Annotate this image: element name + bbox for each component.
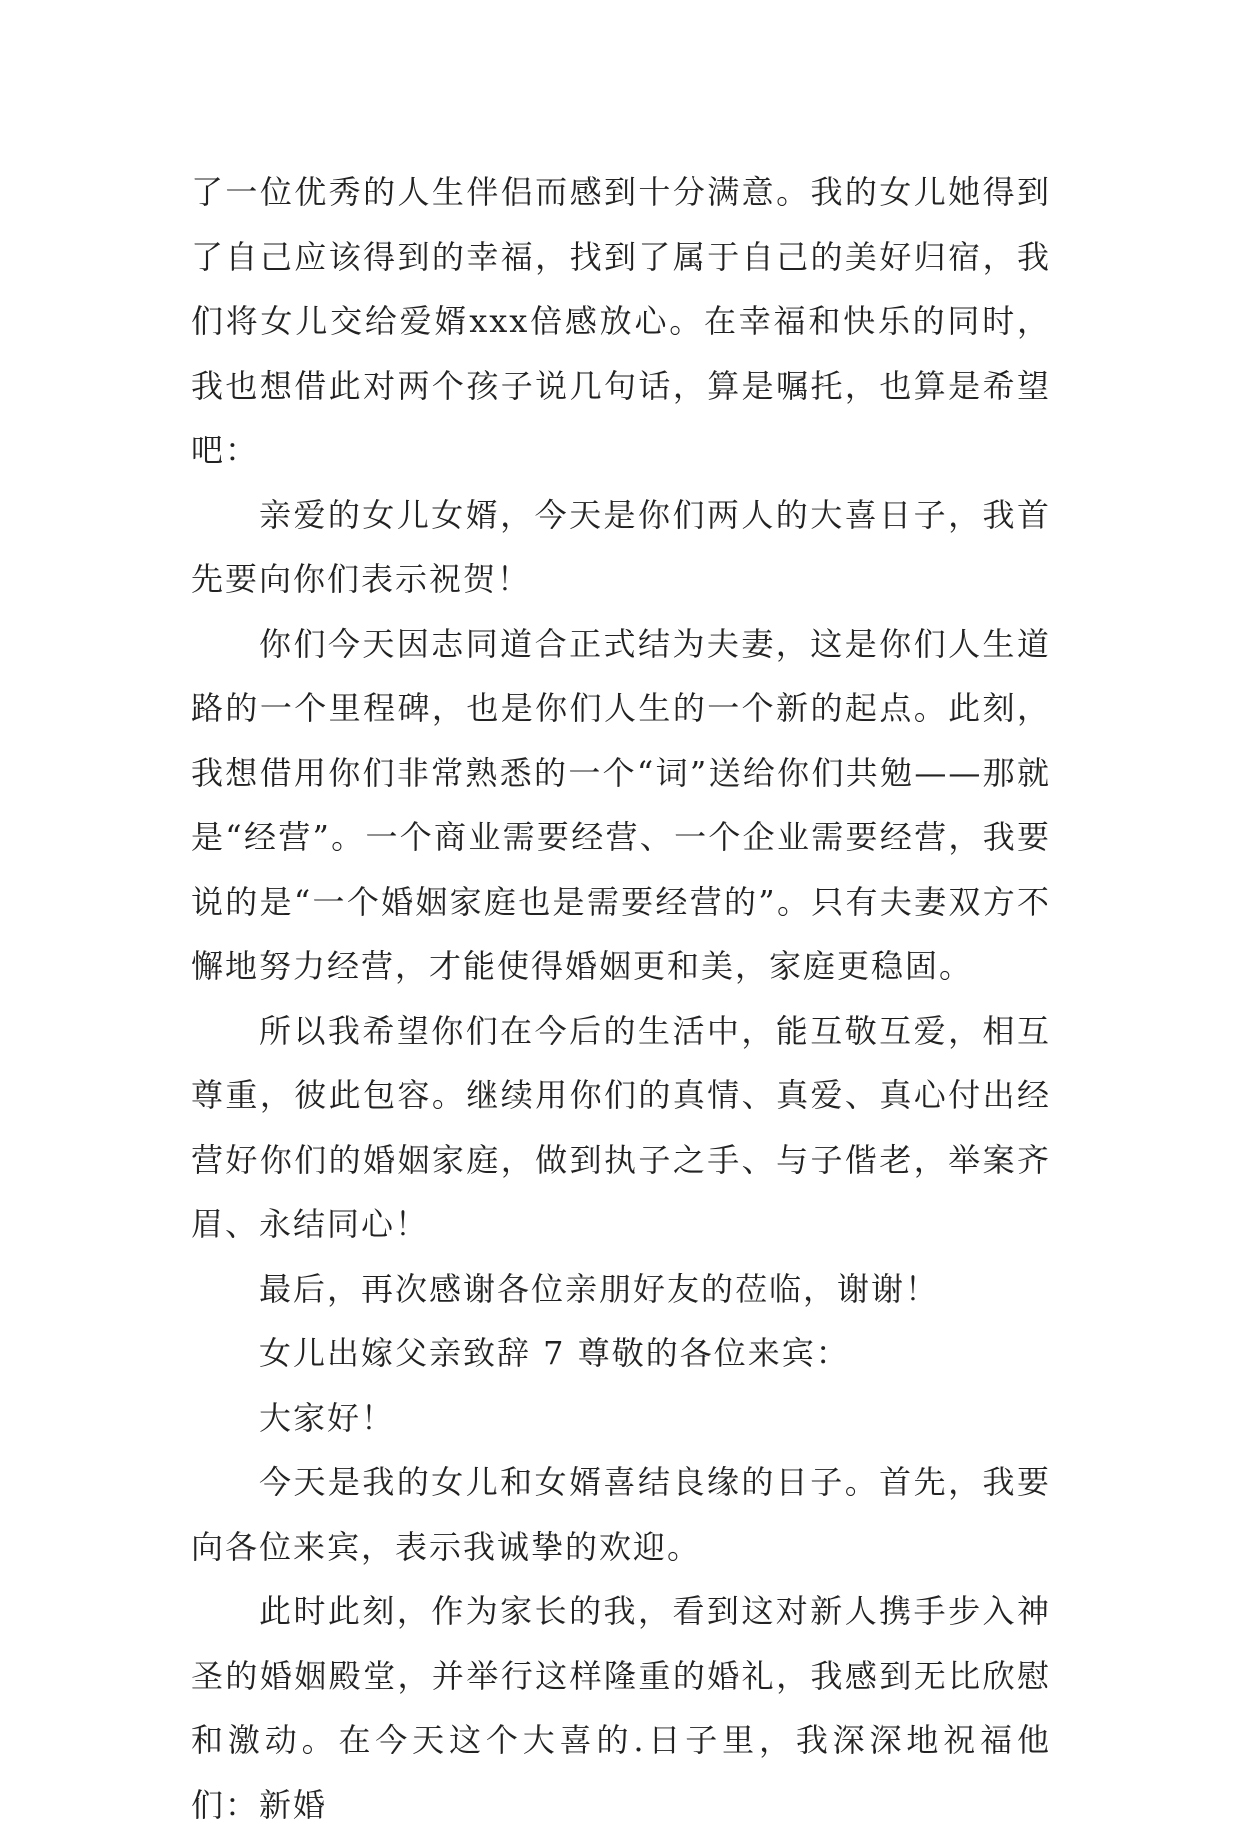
document-body xyxy=(191,160,1051,1837)
paragraph-1: 了一位优秀的人生伴侣而感到十分满意。我的女儿她得到了自己应该得到的幸福，找到了属于自己的美好归宿，我们将女儿交给爱婿xxx倍感放心。在幸福和快乐的同时，我也想借此对两个孩子说几句话，算是嘱托，也算是希望吧： xyxy=(191,173,1051,469)
paragraph-5: 最后，再次感谢各位亲朋好友的莅临，谢谢！ xyxy=(259,1269,940,1308)
paragraph-7: 大家好！ xyxy=(259,1398,396,1437)
paragraph-2: 亲爱的女儿女婿，今天是你们两人的大喜日子，我首先要向你们表示祝贺！ xyxy=(191,495,1051,598)
paragraph-3: 你们今天因志同道合正式结为夫妻，这是你们人生道路的一个里程碑，也是你们人生的一个新的起点。此刻，我想借用你们非常熟悉的一个“词”送给你们共勉——那就是“经营”。一个商业需要经营、一个企业需要经营，我要说的是“一个婚姻家庭也是需要经营的”。只有夫妻双方不懈地努力经营，才能使得婚姻更和美，家庭更稳固。 xyxy=(191,624,1051,985)
paragraph-9: 此时此刻，作为家长的我，看到这对新人携手步入神圣的婚姻殿堂，并举行这样隆重的婚礼，我感到无比欣慰和激动。在今天这个大喜的.日子里，我深深地祝福他们：新婚 xyxy=(191,1592,1051,1824)
paragraph-6: 女儿出嫁父亲致辞 7 尊敬的各位来宾： xyxy=(259,1334,850,1372)
paragraph-4: 所以我希望你们在今后的生活中，能互敬互爱，相互尊重，彼此包容。继续用你们的真情、真爱、真心付出经营好你们的婚姻家庭，做到执子之手、与子偕老，举案齐眉、永结同心！ xyxy=(191,1011,1051,1243)
paragraph-8: 今天是我的女儿和女婿喜结良缘的日子。首先，我要向各位来宾，表示我诚挚的欢迎。 xyxy=(191,1463,1051,1566)
